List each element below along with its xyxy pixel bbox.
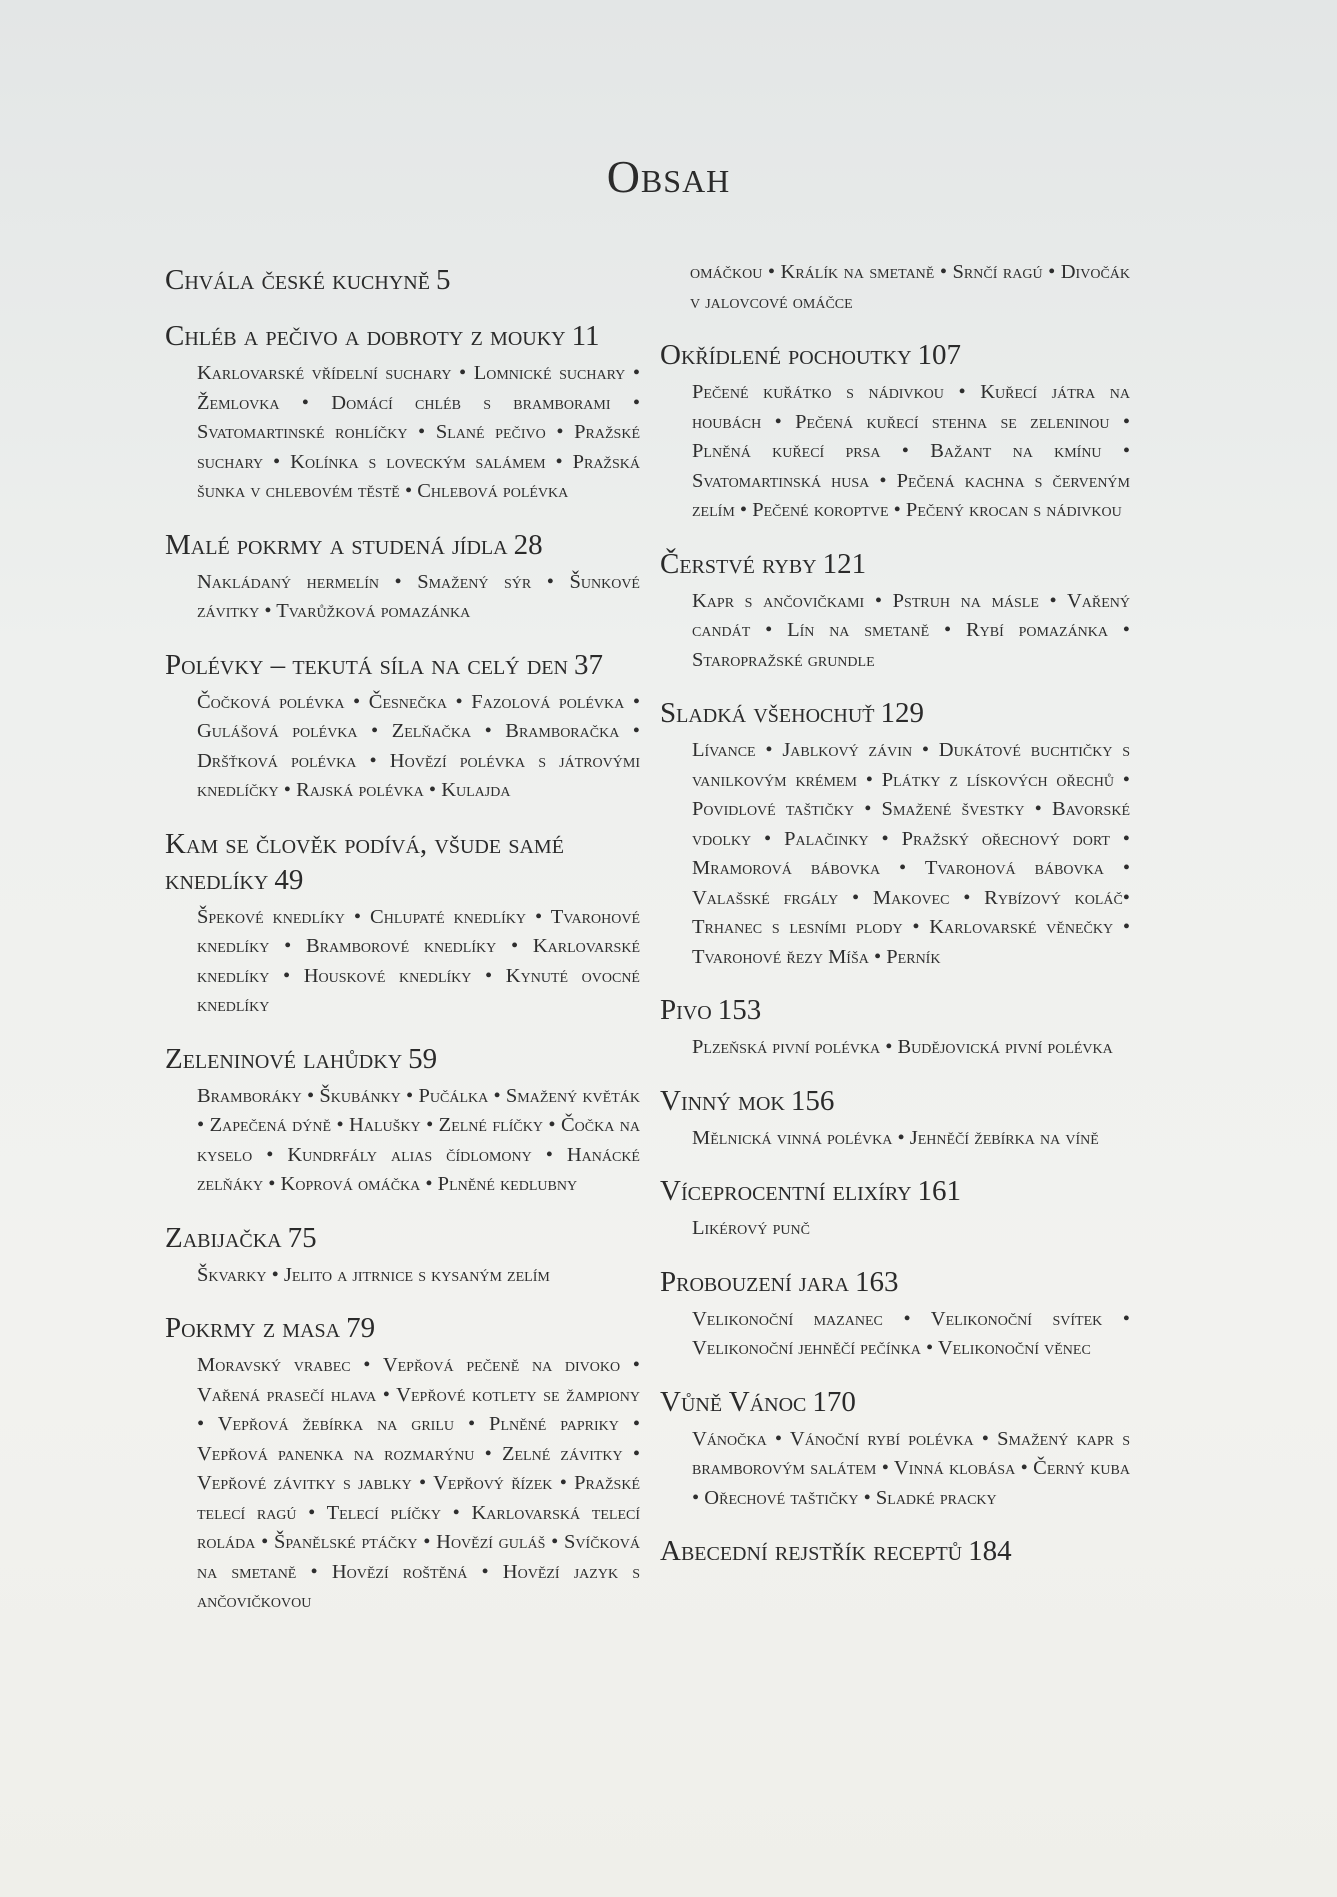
toc-section — [165, 262, 640, 298]
section-title: Vinný mok — [660, 1084, 785, 1117]
section-page-number: 37 — [573, 648, 603, 681]
recipe-list: Nakládaný hermelín • Smažený sýr • Šunkové závitky • Tvarůžková pomazánka — [197, 570, 640, 622]
section-page-number: 184 — [968, 1535, 1012, 1567]
section-page-number: 107 — [917, 339, 962, 371]
section-heading — [165, 262, 640, 298]
recipe-list: Pečené kuřátko s nádivkou • Kuřecí játra na houbách • Pečená kuřecí stehna se zeleninou • Plněná kuřecí prsa • Bažant na kmínu • Svatomartinská husa • Pečená kachna s červeným zelím • Pečené koroptve • Pečený krocan s nádivkou — [692, 381, 1130, 521]
section-page-number: 153 — [717, 994, 762, 1026]
toc-section — [660, 1173, 1130, 1244]
section-page-number: 121 — [822, 547, 867, 580]
toc-section — [165, 318, 640, 507]
toc-section — [165, 527, 640, 627]
section-title: Pokrmy z masa — [165, 1312, 341, 1344]
toc-section — [165, 1041, 640, 1200]
section-heading — [165, 527, 640, 563]
toc-section — [660, 1264, 1130, 1364]
toc-section — [660, 546, 1130, 676]
section-heading — [165, 318, 640, 354]
recipe-list: Mělnická vinná polévka • Jehněčí žebírka na víně — [692, 1126, 1099, 1149]
section-title: Chvála české kuchyně — [165, 264, 430, 296]
section-heading — [165, 1220, 640, 1256]
section-heading — [165, 647, 640, 683]
section-title: Polévky – tekutá síla na celý den — [165, 648, 568, 681]
section-title: Víceprocentní elixíry — [660, 1175, 912, 1207]
section-page-number: 170 — [812, 1385, 856, 1418]
section-title: Chléb a pečivo a dobroty z mouky — [165, 320, 566, 352]
section-heading — [165, 1041, 640, 1077]
section-title: Zeleninové lahůdky — [165, 1042, 403, 1075]
section-page-number: 156 — [790, 1084, 835, 1117]
section-heading — [660, 1384, 1130, 1420]
toc-section — [165, 826, 640, 1021]
recipe-list: Škvarky • Jelito a jitrnice s kysaným zelím — [197, 1263, 550, 1286]
section-heading — [660, 992, 1130, 1028]
section-heading — [660, 546, 1130, 582]
toc-section — [660, 695, 1130, 972]
section-page-number: 28 — [513, 528, 543, 561]
section-page-number: 129 — [880, 697, 924, 729]
recipe-list: Kapr s ančovičkami • Pstruh na másle • Vařený candát • Lín na smetaně • Rybí pomazánka • Staropražské grundle — [692, 589, 1130, 671]
section-heading — [660, 1083, 1130, 1119]
section-heading — [660, 1264, 1130, 1300]
section-heading — [660, 695, 1130, 731]
recipe-list: Velikonoční mazanec • Velikonoční svítek • Velikonoční jehněčí pečínka • Velikonoční věnec — [692, 1307, 1130, 1359]
toc-section — [660, 1533, 1130, 1569]
section-title: Probouzení jara — [660, 1265, 849, 1298]
toc-section — [165, 1220, 640, 1291]
section-heading — [165, 826, 640, 898]
toc-section — [660, 1083, 1130, 1154]
toc-section — [660, 992, 1130, 1063]
toc-right-column — [660, 258, 1130, 1589]
recipe-list: Karlovarské vřídelní suchary • Lomnické suchary • Žemlovka • Domácí chléb s bramborami • Svatomartinské rohlíčky • Slané pečivo • Pražské suchary • Kolínka s loveckým salámem • Pražská šunka v chlebovém těstě • Chlebová polévka — [197, 362, 640, 502]
toc-section — [165, 1310, 640, 1617]
toc-left-column — [165, 262, 640, 1637]
recipe-list: Vánočka • Vánoční rybí polévka • Smažený kapr s bramborovým salátem • Vinná klobása • Černý kuba • Ořechové taštičky • Sladké pracky — [692, 1427, 1130, 1509]
toc-section — [660, 337, 1130, 526]
section-page-number: 79 — [346, 1312, 376, 1344]
recipe-list: Plzeňská pivní polévka • Budějovická pivní polévka — [692, 1036, 1113, 1058]
section-title: Čerstvé ryby — [660, 547, 817, 580]
recipe-list-continuation: omáčkou • Králík na smetaně • Srnčí ragú • Divočák v jalovcové omáčce — [690, 261, 1130, 313]
section-title: Vůně Vánoc — [660, 1385, 807, 1418]
section-heading — [165, 1310, 640, 1346]
recipe-list: Bramboráky • Škubánky • Pučálka • Smažený květák • Zapečená dýně • Halušky • Zelné flíčky • Čočka na kyselo • Kundrfály alias čídlomony • Hanácké zelňáky • Koprová omáčka • Plněné kedlubny — [197, 1084, 640, 1195]
recipe-list: Moravský vrabec • Vepřová pečeně na divoko • Vařená prasečí hlava • Vepřové kotlety se žampiony • Vepřová žebírka na grilu • Plněné papriky • Vepřová panenka na rozmarýnu • Zelné závitky • Vepřové závitky s jablky • Vepřový řízek • Pražské telecí ragú • Telecí plíčky • Karlovarská telecí roláda • Španělské ptáčky • Hovězí guláš • Svíčková na smetaně • Hovězí roštěná • Hovězí jazyk s ančovičkovou — [197, 1354, 640, 1612]
toc-section — [165, 647, 640, 806]
section-title: Okřídlené pochoutky — [660, 339, 912, 371]
section-title: Pivo — [660, 994, 712, 1026]
section-title: Zabijačka — [165, 1221, 282, 1254]
toc-section-continuation — [660, 258, 1130, 317]
section-heading — [660, 1533, 1130, 1569]
section-title: Sladká všehochuť — [660, 697, 875, 729]
section-page-number: 75 — [287, 1221, 317, 1254]
recipe-list: Likérový punč — [692, 1217, 810, 1239]
section-heading — [660, 1173, 1130, 1209]
section-page-number: 161 — [917, 1175, 962, 1207]
recipe-list: Čočková polévka • Česnečka • Fazolová polévka • Gulášová polévka • Zelňačka • Bramboračka • Dršťková polévka • Hovězí polévka s játrovými knedlíčky • Rajská polévka • Kulajda — [197, 690, 640, 801]
recipe-list: Špekové knedlíky • Chlupaté knedlíky • Tvarohové knedlíky • Bramborové knedlíky • Karlovarské knedlíky • Houskové knedlíky • Kynuté ovocné knedlíky — [197, 905, 640, 1016]
page-title: Obsah — [606, 151, 731, 202]
recipe-list: Lívance • Jablkový závin • Dukátové buchtičky s vanilkovým krémem • Plátky z lískových ořechů • Povidlové taštičky • Smažené švestky • Bavorské vdolky • Palačinky • Pražský ořechový dort • Mramorová bábovka • Tvarohová bábovka • Valašské frgály • Makovec • Rybízový koláč• Trhanec s lesními plody • Karlovarské věnečky • Tvarohové řezy Míša • Perník — [692, 739, 1130, 968]
toc-section — [660, 1384, 1130, 1514]
section-title: Malé pokrmy a studená jídla — [165, 528, 508, 561]
section-title: Abecední rejstřík receptů — [660, 1535, 963, 1567]
section-heading — [660, 337, 1130, 373]
section-page-number: 5 — [435, 264, 451, 296]
section-page-number: 59 — [408, 1042, 438, 1075]
section-title: Kam se člověk podívá, všude samé knedlíky — [165, 827, 564, 896]
section-page-number: 11 — [571, 320, 600, 352]
section-page-number: 163 — [854, 1265, 899, 1298]
section-page-number: 49 — [274, 863, 304, 896]
